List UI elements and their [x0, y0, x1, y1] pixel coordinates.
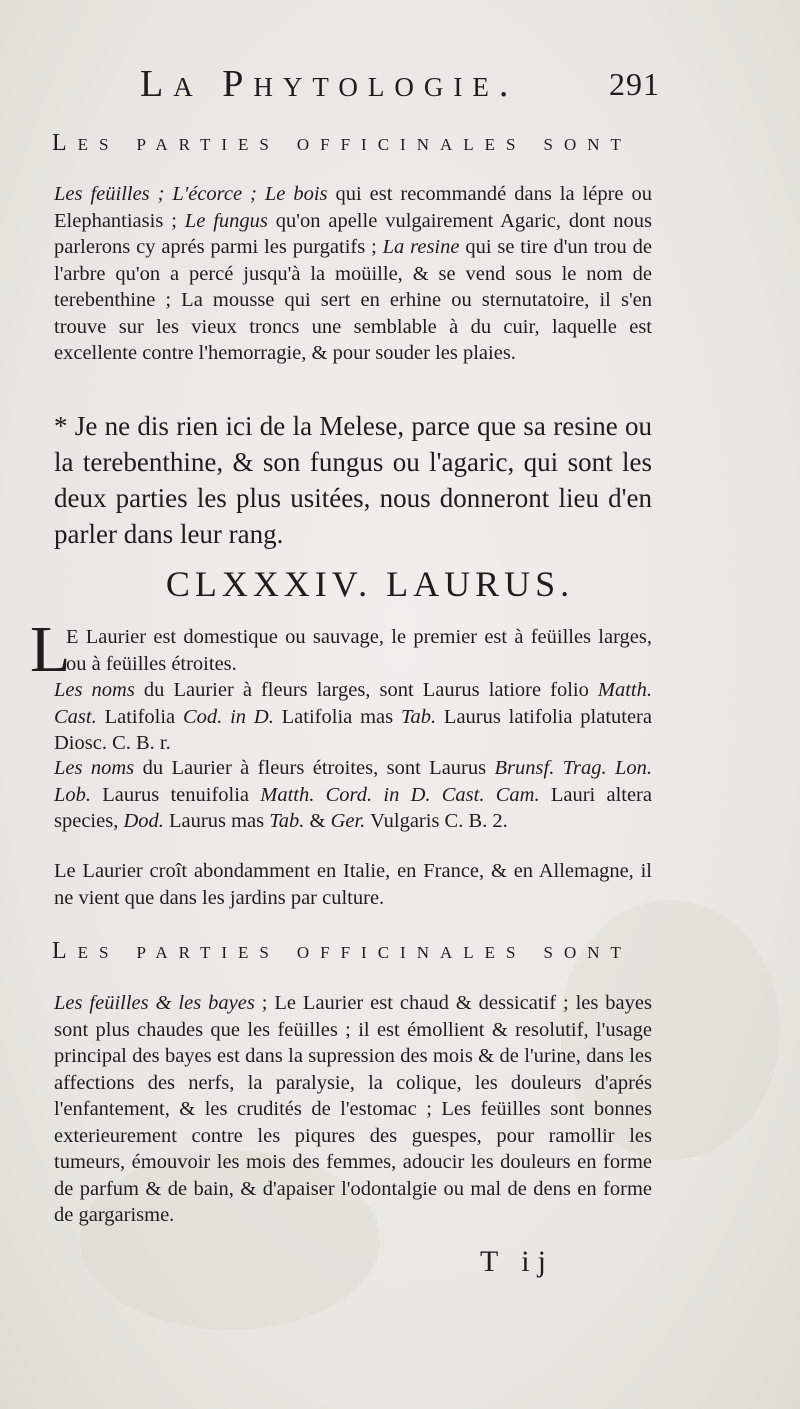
text-run: du Laurier à fleurs étroites, sont Laurus	[134, 757, 495, 779]
text-run: ; Le Laurier est chaud & dessicatif ; les bayes sont plus chaudes que les feüilles ; il est émollient & resolutif, l'usage principal des bayes est dans la supression des mois & de l'urine, dans les affections des nerfs, la paralysie, la colique, les douleurs d'aprés l'enfantement, & les crudités de l'estomac ; Les feüilles sont bonnes exterieurement contre les piqures des guespes, pour ramollir les tumeurs, émouvoir les mois des femmes, adoucir les douleurs en forme de parfum & de bain, & d'apaiser l'odontalgie ou mal de dens en forme de gargarisme.	[54, 992, 652, 1226]
text-run: du Laurier à fleurs larges, sont Laurus latiore folio	[134, 679, 598, 701]
italic-run: Les feüilles ; L'écorce ; Le bois	[54, 183, 328, 205]
paragraph-names-broad	[54, 677, 652, 757]
text-run: Latifolia	[96, 705, 183, 728]
italic-run: Dod.	[123, 810, 164, 832]
italic-run: Le fungus	[184, 209, 268, 232]
italic-run: Matth. Cord. in D. Cast. Cam.	[260, 783, 540, 806]
section-heading: Les parties officinales sont	[52, 130, 632, 156]
text-run: qui est recommandé dans la lépre ou Elephantiasis ;	[54, 183, 652, 232]
drop-cap: L	[30, 613, 71, 686]
text-run: Lauri altera species,	[54, 783, 652, 832]
italic-run: Les noms	[54, 757, 135, 779]
text-run: qui se tire d'un trou de l'arbre qu'on a percé jusqu'à la moüille, & se vend sous le nom de terebenthine ; La mousse qui sert en erhine ou sternutatoire, il s'en trouve sur les vieux troncs une semblable à du cuir, laquelle est excellente contre l'hemorragie, & pour souder les plaies.	[54, 236, 652, 364]
page-number: 291	[609, 66, 660, 102]
paragraph-officinal-parts-laurus	[54, 990, 652, 1229]
chapter-title: CLXXXIV. LAURUS.	[165, 564, 575, 604]
paragraph-names-narrow	[54, 755, 652, 835]
section-heading: Les parties officinales sont	[52, 938, 632, 964]
text-run: Laurus latifolia platutera Diosc. C. B. r.	[54, 705, 652, 754]
signature-mark: T ij	[480, 1245, 554, 1278]
chapter-intro: E Laurier est domestique ou sauvage, le premier est à feüilles larges, ou à feüilles étroites.	[66, 626, 652, 675]
text-run: &	[304, 810, 331, 832]
italic-run: La resine	[382, 236, 460, 258]
text-run: Latifolia mas	[273, 705, 401, 728]
italic-run: Tab.	[400, 705, 437, 728]
italic-run: Les noms	[54, 679, 135, 701]
italic-run: Matth. Cast.	[54, 679, 652, 728]
text-run: Laurus tenuifolia	[91, 783, 261, 806]
italic-run: Les feüilles & les bayes	[54, 992, 255, 1014]
text-run: qu'on apelle vulgairement Agaric, dont nous parlerons cy aprés parmi les purgatifs ;	[54, 209, 652, 258]
italic-run: Brunsf. Trag. Lon. Lob.	[54, 757, 653, 806]
paragraph-habitat: Le Laurier croît abondamment en Italie, en France, & en Allemagne, il ne vient que dans les jardins par culture.	[54, 860, 652, 909]
running-title: La Phytologie.	[140, 63, 519, 105]
text-run: Vulgaris C. B. 2.	[365, 810, 508, 832]
italic-run: Tab.	[269, 810, 305, 832]
italic-run: Cod. in D.	[182, 705, 274, 728]
page-header	[140, 62, 660, 112]
italic-run: Ger.	[330, 810, 366, 832]
footnote-paragraph: * Je ne dis rien ici de la Melese, parce que sa resine ou la terebenthine, & son fungus ou l'agaric, qui sont les deux parties les plus usitées, nous donneront lieu d'en parler dans leur rang.	[54, 411, 652, 549]
text-run: Laurus mas	[163, 810, 270, 832]
paragraph-officinal-parts	[54, 181, 652, 367]
